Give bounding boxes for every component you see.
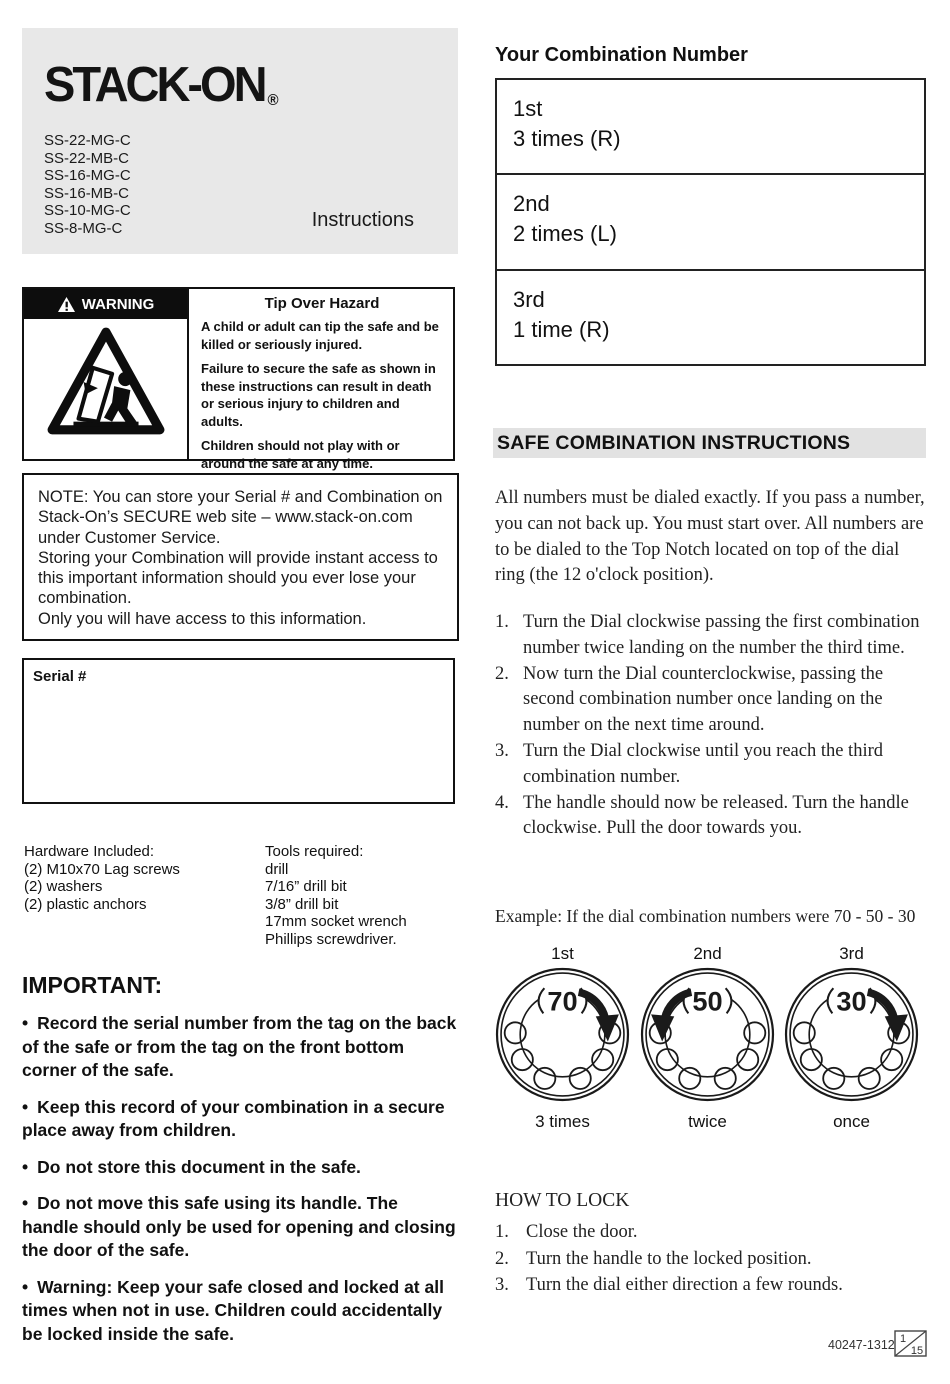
tools-title: Tools required: <box>265 843 364 860</box>
dial-number: 30 <box>836 985 867 1017</box>
tool-item: drill <box>265 860 289 878</box>
dial-label: 3rd <box>839 944 864 963</box>
note-paragraph: NOTE: You can store your Serial # and Combination on Stack-On’s SECURE web site – www.stack-on.com under Customer Service. <box>38 488 443 547</box>
page-indicator <box>894 1330 927 1357</box>
logo-text: STACK-ON <box>44 55 265 112</box>
bullet-text: Record the serial number from the tag on the back of the safe or from the tag on the front bottom corner of the safe. <box>22 1013 457 1080</box>
dial-caption: 3 times <box>535 1112 590 1131</box>
bullet-text: Warning: Keep your safe closed and locked at all times when not in use. Children could accidentally be locked inside the safe. <box>22 1276 444 1344</box>
example-caption: Example: If the dial combination numbers were 70 - 50 - 30 <box>495 906 916 926</box>
note-paragraph: Storing your Combination will provide instant access to this important information should you ever lose your combination. <box>38 548 438 608</box>
note-box <box>22 473 459 641</box>
lock-step <box>495 1246 935 1273</box>
dial-caption: once <box>833 1112 870 1131</box>
warning-header <box>24 289 187 319</box>
step-text: Now turn the Dial counterclockwise, passing the second combination number once landing on the number on the next time around. <box>523 663 884 736</box>
dial-number: 50 <box>692 985 723 1017</box>
dial-group <box>639 944 776 1132</box>
hardware-list <box>24 843 180 913</box>
tool-item: 17mm socket wrench <box>265 913 407 930</box>
bullet-glyph: • <box>22 1193 29 1213</box>
page-total: 15 <box>910 1345 924 1357</box>
important-bullet <box>22 1156 458 1180</box>
bullet-glyph: • <box>22 1013 29 1033</box>
model-item: SS-22-MB-C <box>44 149 130 167</box>
bullet-glyph: • <box>22 1096 29 1117</box>
combination-step <box>495 662 936 739</box>
instructions-label: Instructions <box>311 209 414 231</box>
serial-label: Serial # <box>33 668 87 685</box>
step-text: Close the door. <box>526 1222 638 1242</box>
step-number: 1. <box>495 612 509 632</box>
combination-ordinal: 2nd <box>513 191 550 217</box>
brand-box <box>22 28 458 254</box>
dial-group <box>494 944 631 1132</box>
step-number: 2. <box>495 663 509 684</box>
registered-mark: ® <box>267 91 279 110</box>
warning-label: WARNING <box>81 295 155 313</box>
serial-number-box <box>22 658 455 804</box>
page-current: 1 <box>899 1333 907 1345</box>
important-bullet <box>22 1192 458 1263</box>
combination-step <box>495 610 936 662</box>
tools-list <box>265 843 407 948</box>
step-number: 3. <box>495 740 509 761</box>
combination-step <box>495 739 936 791</box>
bullet-text: Do not store this document in the safe. <box>37 1156 361 1177</box>
note-paragraph: Only you will have access to this information. <box>38 609 367 628</box>
dial-graphic <box>639 966 776 1103</box>
combination-row <box>497 173 924 268</box>
warning-paragraph: Failure to secure the safe as shown in these instructions can result in death or serious injury to children and adults. <box>201 361 436 429</box>
combination-turns: 1 time (R) <box>513 316 610 342</box>
combination-table <box>495 78 926 366</box>
step-text: Turn the handle to the locked position. <box>526 1248 812 1269</box>
safe-combination-intro: All numbers must be dialed exactly. If you pass a number, you can not back up. You must start over. All numbers are to be dialed to the Top Notch located on top of the dial ring (the 12 o'clock position). <box>495 488 925 586</box>
important-title: IMPORTANT: <box>22 972 163 998</box>
important-section <box>22 972 458 1359</box>
important-bullet <box>22 1096 458 1143</box>
tool-item: Phillips screwdriver. <box>265 930 397 948</box>
combination-turns: 3 times (R) <box>513 126 621 151</box>
combination-step <box>495 791 936 843</box>
model-item: SS-10-MG-C <box>44 202 131 219</box>
step-number: 2. <box>495 1248 509 1269</box>
how-to-lock-title: HOW TO LOCK <box>495 1190 630 1211</box>
important-bullet <box>22 1276 458 1347</box>
bullet-glyph: • <box>22 1156 29 1177</box>
tip-over-hazard-icon <box>45 325 167 439</box>
stack-on-logo <box>44 55 279 113</box>
warning-right-cell <box>189 289 453 471</box>
step-number: 4. <box>495 792 509 813</box>
warning-box <box>22 287 455 471</box>
dial-group <box>783 944 920 1132</box>
bullet-text: Do not move this safe using its handle. The handle should only be used for opening and closing the door of the safe. <box>22 1193 456 1260</box>
combination-title: Your Combination Number <box>495 44 748 66</box>
dial-label: 1st <box>551 944 574 963</box>
lock-step <box>495 1219 935 1246</box>
bullet-glyph: • <box>22 1276 29 1297</box>
warning-paragraph: A child or adult can tip the safe and be killed or seriously injured. <box>201 319 439 352</box>
lock-step <box>495 1272 935 1299</box>
warning-triangle-icon <box>57 296 76 313</box>
step-number: 3. <box>495 1275 509 1295</box>
combination-row <box>497 269 924 364</box>
dial-caption: twice <box>688 1112 727 1131</box>
dial-label: 2nd <box>693 944 722 963</box>
tool-item: 3/8” drill bit <box>265 895 339 913</box>
hardware-title: Hardware Included: <box>24 843 155 860</box>
step-text: Turn the Dial clockwise until you reach the third combination number. <box>523 740 883 787</box>
safe-combination-heading-text: SAFE COMBINATION INSTRUCTIONS <box>497 431 851 454</box>
dial-graphic <box>494 966 631 1103</box>
how-to-lock-section <box>495 1190 935 1299</box>
hardware-item: (2) washers <box>24 878 103 895</box>
model-list <box>44 132 131 237</box>
tool-item: 7/16” drill bit <box>265 878 347 895</box>
model-item: SS-16-MG-C <box>44 167 131 184</box>
combination-ordinal: 3rd <box>513 286 545 312</box>
hardware-item: (2) plastic anchors <box>24 895 147 913</box>
combination-ordinal: 1st <box>513 96 543 121</box>
bullet-text: Keep this record of your combination in a secure place away from children. <box>22 1096 445 1140</box>
step-text: Turn the dial either direction a few rounds. <box>526 1275 843 1295</box>
model-item: SS-8-MG-C <box>44 219 123 237</box>
combination-row <box>497 80 924 173</box>
warning-left-cell <box>24 289 189 459</box>
document-code: 40247-1312 <box>828 1338 895 1352</box>
step-text: Turn the Dial clockwise passing the first combination number twice landing on the number the third time. <box>523 612 920 658</box>
safe-combination-heading <box>493 428 926 458</box>
model-item: SS-22-MG-C <box>44 132 131 149</box>
dial-number: 70 <box>547 985 578 1017</box>
step-number: 1. <box>495 1222 509 1242</box>
hardware-item: (2) M10x70 Lag screws <box>24 860 180 878</box>
tip-over-title: Tip Over Hazard <box>264 295 380 312</box>
warning-paragraph: Children should not play with or around the safe at any time. <box>201 438 400 471</box>
step-text: The handle should now be released. Turn the handle clockwise. Pull the door towards you. <box>523 792 909 839</box>
dial-graphic <box>783 966 920 1103</box>
important-bullet <box>22 1012 458 1083</box>
model-item: SS-16-MB-C <box>44 184 130 202</box>
safe-combination-steps <box>495 610 936 842</box>
combination-turns: 2 times (L) <box>513 221 617 247</box>
